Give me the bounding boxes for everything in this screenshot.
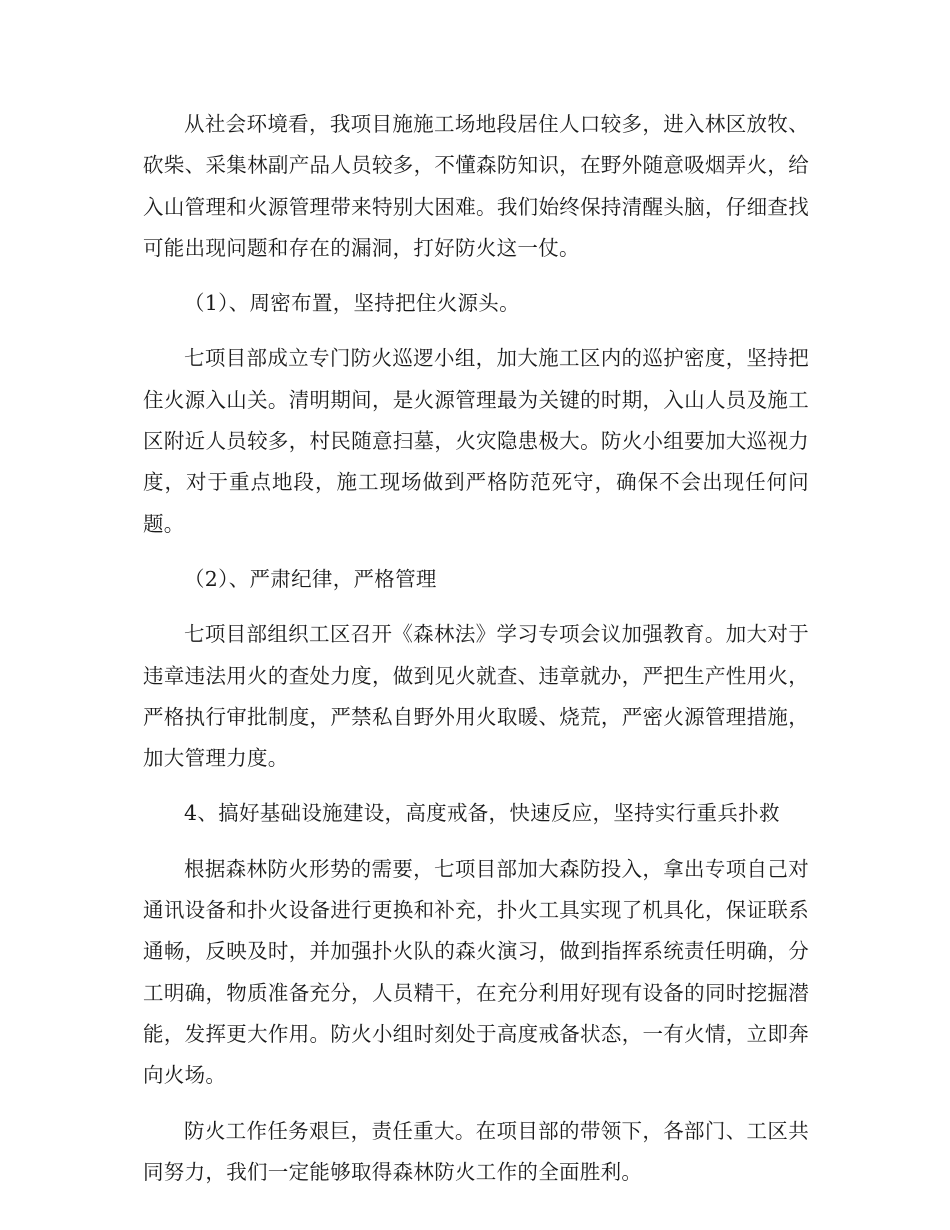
paragraph-patrol-group: 七项目部成立专门防火巡逻小组，加大施工区内的巡护密度，坚持把住火源入山关。清明期间，是火源管理最为关键的时期，入山人员及施工区附近人员较多，村民随意扫墓，火灾隐患极大。防火小组要加大巡视力度，对于重点地段，施工现场做到严格防范死守，确保不会出现任何问题。	[143, 346, 809, 536]
heading-careful-arrangement: （1）、周密布置，坚持把住火源头。	[184, 291, 520, 316]
paragraph-conclusion: 防火工作任务艰巨，责任重大。在项目部的带领下，各部门、工区共同努力，我们一定能够取得森林防火工作的全面胜利。	[143, 1118, 809, 1184]
heading-strict-discipline: （2）、严肃纪律，严格管理	[184, 566, 437, 591]
paragraph-fire-prevention-investment: 根据森林防火形势的需要，七项目部加大森防投入，拿出专项自己对通讯设备和扑火设备进行更换和补充，扑火工具实现了机具化，保证联系通畅，反映及时，并加强扑火队的森火演习，做到指挥系统责任明确，分工明确，物质准备充分，人员精干，在充分利用好现有设备的同时挖掘潜能，发挥更大作用。防火小组时刻处于高度戒备状态，一有火情，立即奔向火场。	[143, 856, 809, 1088]
paragraph-forest-law-meeting: 七项目部组织工区召开《森林法》学习专项会议加强教育。加大对于违章违法用火的查处力度，做到见火就查、违章就办，严把生产性用火，严格执行审批制度，严禁私自野外用火取暖、烧荒，严密火源管理措施，加大管理力度。	[143, 622, 809, 771]
heading-infrastructure: 4、搞好基础设施建设，高度戒备，快速反应，坚持实行重兵扑救	[184, 801, 780, 826]
paragraph-social-environment: 从社会环境看，我项目施施工场地段居住人口较多，进入林区放牧、砍柴、采集林副产品人员较多，不懂森防知识，在野外随意吸烟弄火，给入山管理和火源管理带来特别大困难。我们始终保持清醒头脑，仔细查找可能出现问题和存在的漏洞，打好防火这一仗。	[143, 112, 809, 260]
document-body	[143, 104, 809, 1207]
